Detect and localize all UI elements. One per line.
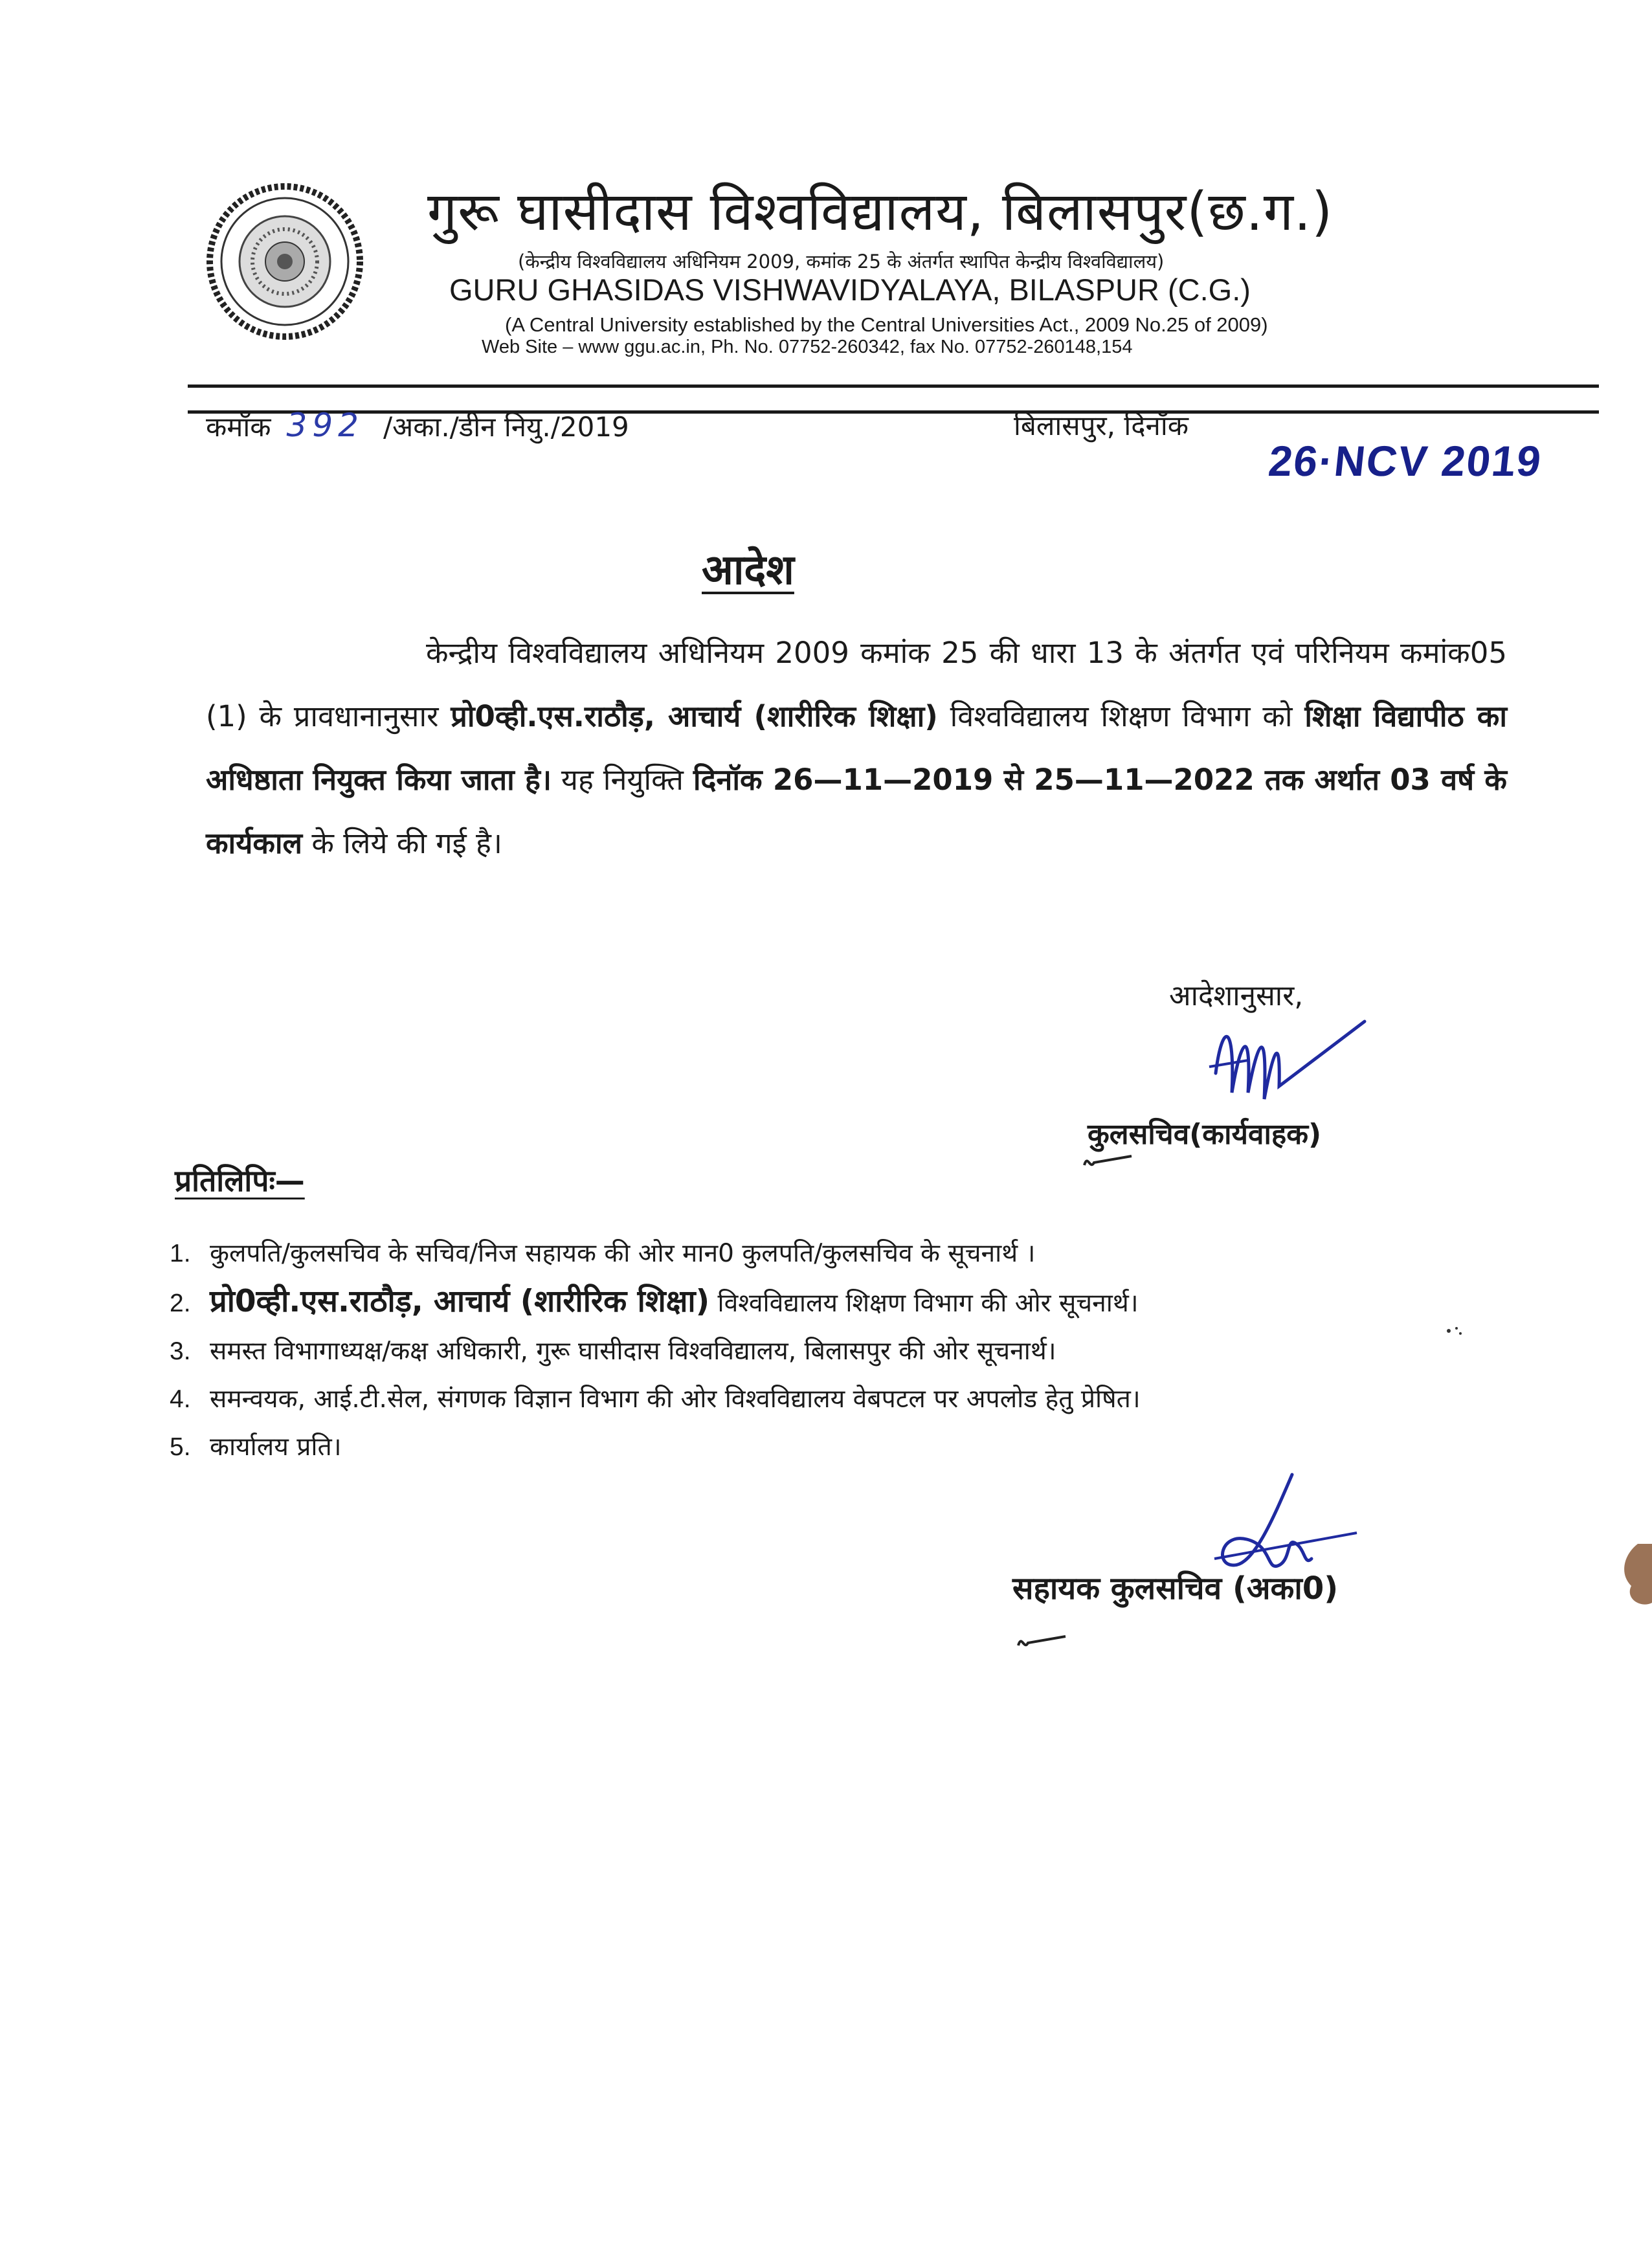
list-item: 2. प्रो0व्ही.एस.राठौड़, आचार्य (शारीरिक शिक्षा) विश्वविद्यालय शिक्षण विभाग की ओर सूचनार्थ। [170,1284,1139,1319]
speck-marks [1445,1324,1464,1337]
handwritten-number: 392 [286,407,364,444]
contact-line: Web Site – www ggu.ac.in, Ph. No. 07752-260342, fax No. 07752-260148,154 [482,337,1133,357]
university-name-english: GURU GHASIDAS VISHWAVIDYALAYA, BILASPUR (C.G.) [449,273,1251,307]
list-item: 5. कार्यालय प्रति। [170,1432,342,1462]
paper-stain [1612,1541,1652,1612]
tick-mark [1015,1631,1067,1651]
university-seal-icon [206,183,364,340]
tick-mark [1081,1151,1133,1170]
university-subtitle-english: (A Central University established by the Central Universities Act., 2009 No.25 of 2009) [505,313,1268,336]
header-divider [188,385,1599,388]
order-body: केन्द्रीय विश्वविद्यालय अधिनियम 2009 कमांक 25 की धारा 13 के अंतर्गत एवं परिनियम कमांक05 (1) के प्रावधानानुसार प्रो0व्ही.एस.राठौड़, आचार्य (शारीरिक शिक्षा) विश्वविद्यालय शिक्षण विभाग को शिक्षा विद्यापीठ का अधिष्ठाता नियुक्त किया जाता है। यह नियुक्ति दिनॉक 26—11—2019 से 25—11—2022 तक अर्थात 03 वर्ष के कार्यकाल के लिये की गई है। [206,636,1508,860]
list-item: 3. समस्त विभागाध्यक्ष/कक्ष अधिकारी, गुरू घासीदास विश्वविद्यालय, बिलासपुर की ओर सूचनार्थ। [170,1337,1056,1366]
registrar-designation: कुलसचिव(कार्यवाहक) [1088,1118,1322,1151]
list-item: 4. समन्वयक, आई.टी.सेल, संगणक विज्ञान विभाग की ओर विश्वविद्यालय वेबपटल पर अपलोड हेतु प्रेषित। [170,1385,1141,1414]
copies-heading: प्रतिलिपिः— [175,1163,305,1198]
faculty-name: शिक्षा विद्यापीठ [1304,699,1464,733]
appointee-name: प्रो0व्ही.एस.राठौड़, आचार्य (शारीरिक शिक्षा) [451,699,938,733]
appointment-term: दिनॉक 26—11—2019 से 25—11—2022 तक अर्थात 03 वर्ष के कार्यकाल [206,763,1507,860]
date-stamp: 26·NCV 2019 [1266,437,1545,485]
registrar-signature [1203,996,1371,1119]
place-date-label: बिलासपुर, दिनॉक [1014,410,1189,441]
university-subtitle-hindi: (केन्द्रीय विश्वविद्यालय अधिनियम 2009, कमांक 25 के अंतर्गत स्थापित केन्द्रीय विश्वविद्यालय) [518,251,1165,273]
assistant-registrar-designation: सहायक कुलसचिव (अका0) [1012,1570,1339,1607]
reference-prefix: कमॉक [206,411,271,443]
reference-number [206,407,629,445]
order-title: आदेश [702,546,794,594]
signoff-note: आदेशानुसार, [1169,979,1304,1012]
university-name-hindi: गुरू घासीदास विश्वविद्यालय, बिलासपुर(छ.ग.) [427,181,1334,243]
copies-list [170,1230,1141,1471]
reference-suffix: /अका./डीन नियु./2019 [383,411,629,443]
list-item: 1. कुलपति/कुलसचिव के सचिव/निज सहायक की ओर मान0 कुलपति/कुलसचिव के सूचनार्थ । [170,1239,1036,1268]
